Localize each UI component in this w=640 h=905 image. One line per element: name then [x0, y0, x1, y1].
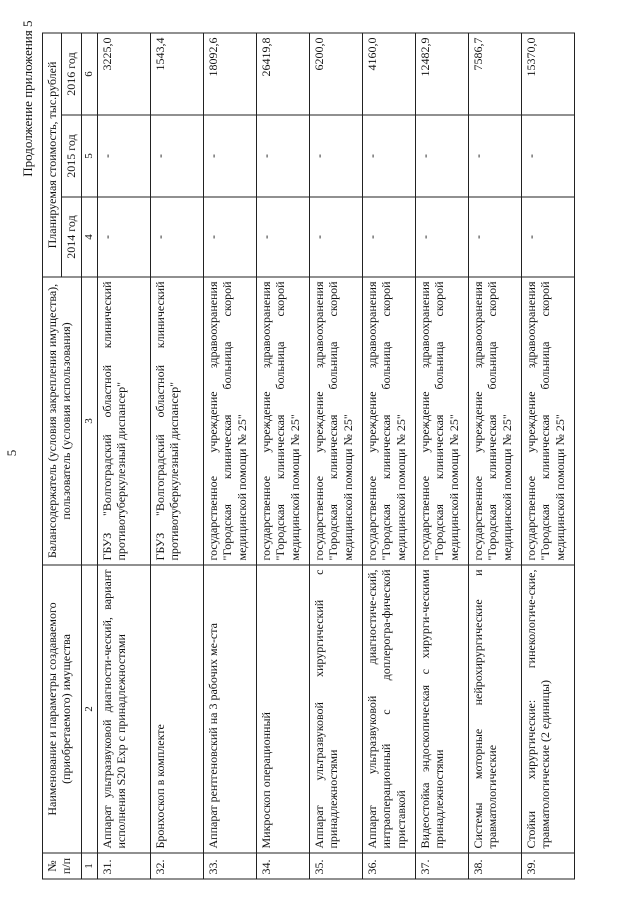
cost-2015: - — [97, 115, 150, 197]
cost-2014: - — [97, 197, 150, 277]
balance-holder: государственное учреждение здравоохранения "Городская клиническая больница скорой медицинской помощи № 25" — [362, 277, 415, 565]
table-row — [150, 32, 203, 878]
table-row — [309, 32, 362, 878]
cost-2015: - — [309, 115, 362, 197]
column-number: 6 — [81, 32, 97, 114]
column-number: 5 — [81, 115, 97, 197]
cost-2014: - — [256, 197, 309, 277]
item-name: Микроскоп операционный — [256, 565, 309, 853]
cost-2014: - — [150, 197, 203, 277]
balance-holder: государственное учреждение здравоохранения "Городская клиническая больница скорой медицинской помощи № 25" — [203, 277, 256, 565]
balance-holder: ГБУЗ "Волгоградский областной клинический противотуберкулезный диспансер" — [150, 277, 203, 565]
equipment-table — [42, 32, 575, 879]
appendix-caption: Продолжение приложения 5 — [20, 20, 35, 177]
cost-2014: - — [309, 197, 362, 277]
item-name: Аппарат рентгеновский на 3 рабочих ме-ста — [203, 565, 256, 853]
table-row — [256, 32, 309, 878]
header-name: Наименование и параметры создаваемого (приобретаемого) имущества — [43, 565, 82, 853]
cost-2016: 12482,9 — [415, 32, 468, 114]
cost-2016: 1543,4 — [150, 32, 203, 114]
header-num: № п/п — [43, 853, 82, 879]
cost-2015: - — [150, 115, 203, 197]
column-number: 2 — [81, 565, 97, 853]
cost-2016: 7586,7 — [468, 32, 521, 114]
row-number: 36. — [362, 853, 415, 879]
row-number: 38. — [468, 853, 521, 879]
item-name: Бронхоскоп в комплекте — [150, 565, 203, 853]
row-number: 33. — [203, 853, 256, 879]
cost-2016: 26419,8 — [256, 32, 309, 114]
cost-2015: - — [415, 115, 468, 197]
item-name: Стойки хирургические: гинекологиче-ские, травматологические (2 единицы) — [521, 565, 574, 853]
header-cost-group: Планируемая стоимость, тыс.рублей — [43, 32, 62, 276]
item-name: Системы моторные нейрохирургические и травматологические — [468, 565, 521, 853]
table-row — [521, 32, 574, 878]
cost-2014: - — [203, 197, 256, 277]
column-number: 3 — [81, 277, 97, 565]
cost-2016: 15370,0 — [521, 32, 574, 114]
cost-2014: - — [415, 197, 468, 277]
cost-2015: - — [203, 115, 256, 197]
cost-2016: 6200,0 — [309, 32, 362, 114]
row-number: 37. — [415, 853, 468, 879]
column-number: 1 — [81, 853, 97, 879]
table-row — [97, 32, 150, 878]
page-number: 5 — [4, 449, 19, 456]
item-name: Аппарат ультразвуковой диагности-ческий, вариант исполнения S20 Exp с принадлежностями — [97, 565, 150, 853]
cost-2016: 4160,0 — [362, 32, 415, 114]
cost-2016: 3225,0 — [97, 32, 150, 114]
header-2016: 2016 год — [62, 32, 81, 114]
balance-holder: государственное учреждение здравоохранения "Городская клиническая больница скорой медицинской помощи № 25" — [309, 277, 362, 565]
cost-2015: - — [256, 115, 309, 197]
row-number: 32. — [150, 853, 203, 879]
table-row — [415, 32, 468, 878]
header-owner: Балансодержатель (условия закрепления имущества), пользователь (условия использования) — [43, 277, 82, 565]
table-row — [468, 32, 521, 878]
cost-2015: - — [362, 115, 415, 197]
header-2015: 2015 год — [62, 115, 81, 197]
column-number-row — [81, 32, 97, 878]
table-row — [362, 32, 415, 878]
balance-holder: государственное учреждение здравоохранения "Городская клиническая больница скорой медицинской помощи № 25" — [256, 277, 309, 565]
cost-2014: - — [468, 197, 521, 277]
balance-holder: ГБУЗ "Волгоградский областной клинический противотуберкулезный диспансер" — [97, 277, 150, 565]
table-body — [97, 32, 574, 878]
balance-holder: государственное учреждение здравоохранения "Городская клиническая больница скорой медицинской помощи № 25" — [468, 277, 521, 565]
cost-2014: - — [362, 197, 415, 277]
row-number: 31. — [97, 853, 150, 879]
cost-2014: - — [521, 197, 574, 277]
row-number: 35. — [309, 853, 362, 879]
balance-holder: государственное учреждение здравоохранения "Городская клиническая больница скорой медицинской помощи № 25" — [415, 277, 468, 565]
item-name: Видеостойка эндоскопическая с хирурги-ческими принадлежностями — [415, 565, 468, 853]
column-number: 4 — [81, 197, 97, 277]
balance-holder: государственное учреждение здравоохранения "Городская клиническая больница скорой медицинской помощи № 25" — [521, 277, 574, 565]
row-number: 34. — [256, 853, 309, 879]
cost-2015: - — [468, 115, 521, 197]
header-2014: 2014 год — [62, 197, 81, 277]
cost-2015: - — [521, 115, 574, 197]
row-number: 39. — [521, 853, 574, 879]
item-name: Аппарат ультразвуковой диагностиче-ский, интраоперационный с доплерогра-фической приставкой — [362, 565, 415, 853]
table-row — [203, 32, 256, 878]
cost-2016: 18092,6 — [203, 32, 256, 114]
item-name: Аппарат ультразвуковой хирургический с принадлежностями — [309, 565, 362, 853]
